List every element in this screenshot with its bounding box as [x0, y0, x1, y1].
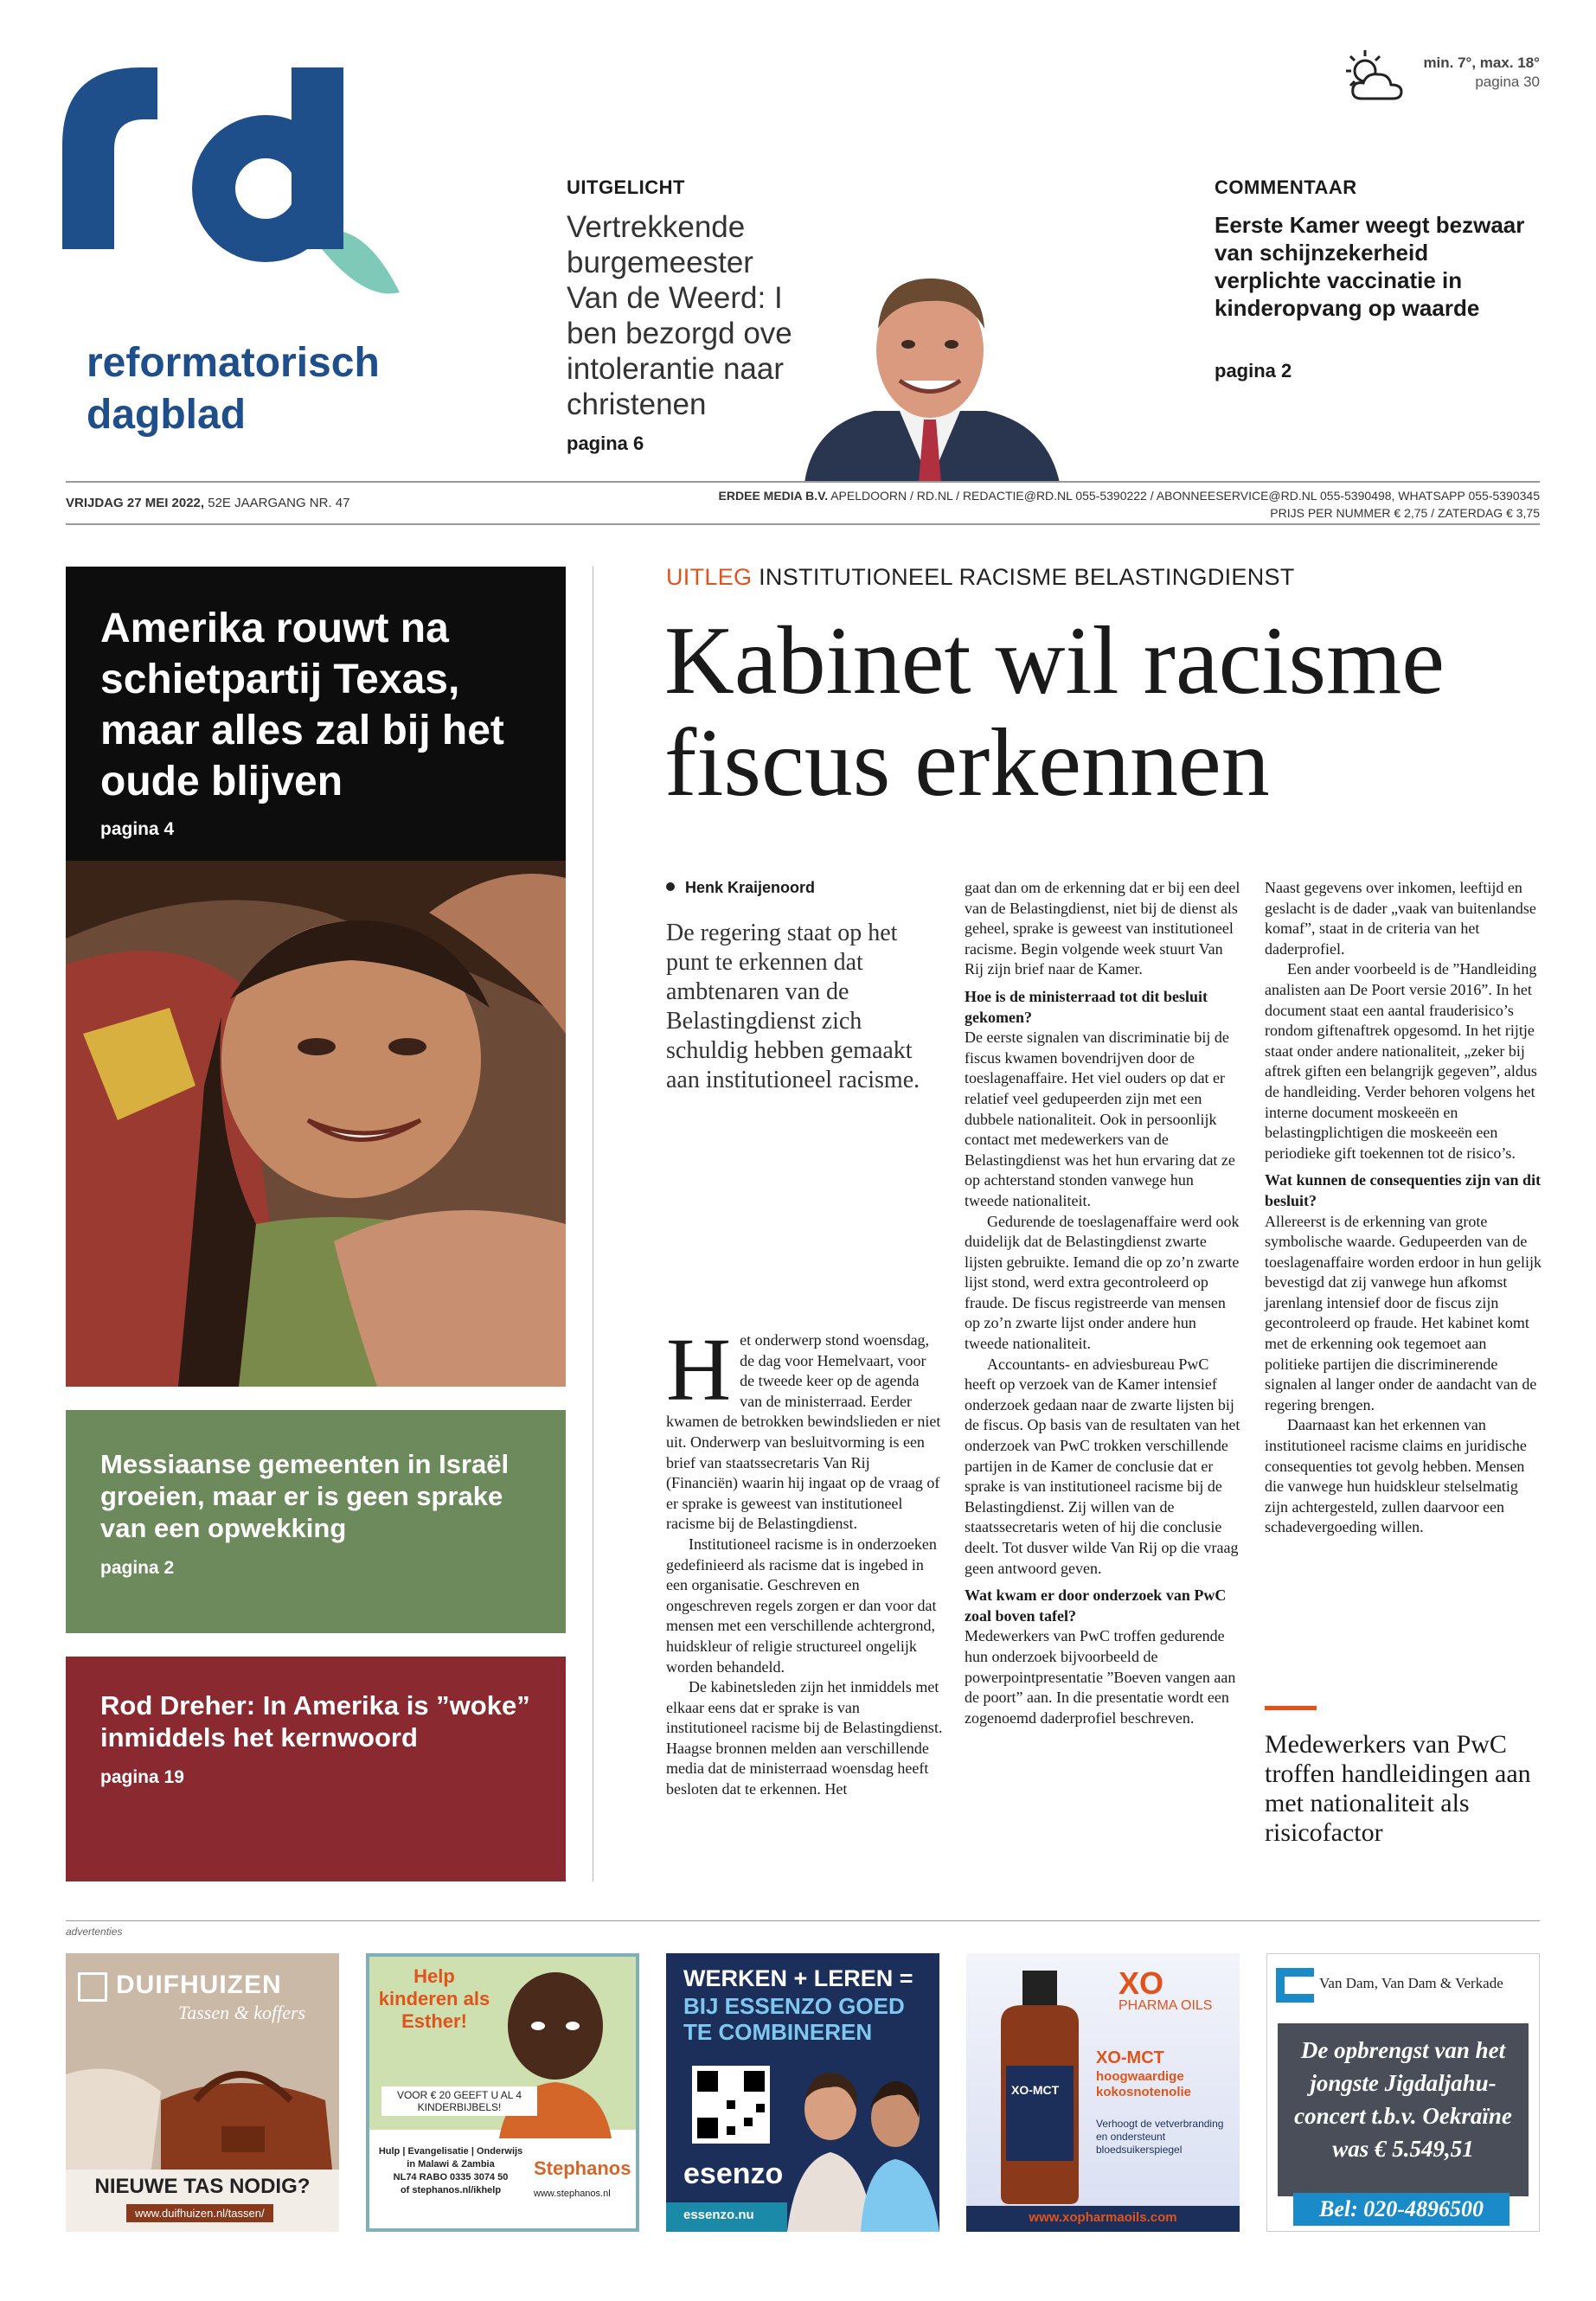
ad1-sub: Tassen & koffers [178, 2002, 306, 2023]
article-headline: Kabinet wil racisme fiscus erkennen [664, 607, 1445, 817]
dateline-divider [66, 523, 1540, 525]
lead-teaser-title: Amerika rouwt na schietpartij Texas, maar alles zal bij het oude blijven [100, 606, 504, 804]
article-kicker [666, 564, 1295, 591]
col3-paragraph-1: Naast gegevens over inkomen, leeftijd en geslacht is de dader „vaak van buitenlandse komaf”, staat in de criteria van het daderprofiel. [1265, 879, 1536, 958]
lead-teaser-page: pagina 4 [100, 819, 175, 839]
qr-code-icon[interactable] [692, 2066, 770, 2144]
dropcap: H [666, 1320, 732, 1420]
weather-info [1423, 54, 1540, 92]
publisher-name: ERDEE MEDIA B.V. [718, 489, 829, 503]
ad2-brand: Stephanos [534, 2157, 631, 2179]
col1-paragraph-2: Institutioneel racisme is in onderzoeken gedefinieerd als racisme dat is ingebed in een organisatie. Geschreven en ongeschreven regels zorgen er dan voor dat mensen met een verschillende achtergrond, huidskleur of religie structureel ongelijk worden behandeld. [666, 1535, 937, 1676]
messianic-teaser-box[interactable] [66, 1410, 566, 1633]
ad2-col2: Evangelisatie [407, 2146, 469, 2157]
uitgelicht-heading: UITGELICHT [567, 176, 685, 198]
uitgelicht-title[interactable]: Vertrekkende burgemeester Van de Weerd: I ben bezorgd ove intolerantie naar christenen [567, 210, 792, 421]
article-intro: De regering staat op het punt te erkennen dat ambtenaren van de Belastingdienst zich schuldig hebben gemaakt aan institutioneel racisme. [666, 920, 920, 1093]
dreher-teaser-title: Rod Dreher: In Amerika is ”woke” inmiddels het kernwoord [100, 1690, 530, 1753]
col1-paragraph-3: De kabinetsleden zijn het inmiddels met elkaar eens dat er sprake is van institutioneel racisme bij de Belastingdienst. Haagse bronnen melden aan verschillende media dat de ministerraad woensdag heeft besloten dat te erkennen. Het [666, 1678, 943, 1798]
col2-paragraph-2: De eerste signalen van discriminatie bij de fiscus kwamen bovendrijven door de toeslagenaffaire. Het viel ouders op dat er relatief veel gedupeerden zijn met een dubbele nationaliteit. Ook in persoonlijk contact met medewerkers van de Belastingdienst was het hun ervaring dat ze op achterstand stonden vanwege hun tweede nationaliteit. [965, 1029, 1235, 1209]
rd-logo [62, 67, 408, 318]
ad-essenzo[interactable] [666, 1953, 939, 2232]
ad2-col1: Hulp [378, 2146, 401, 2157]
col2-paragraph-1: gaat dan om de erkenning dat er bij een deel van de Belastingdienst, niet bij de dienst als geheel, sprake is geweest van institutioneel racisme. Begin volgende week stuurt Van Rij zijn brief naar de Kamer. [965, 879, 1240, 978]
messianic-teaser-title: Messiaanse gemeenten in Israël groeien, maar er is geen sprake van een opwekking [100, 1449, 510, 1543]
mayor-portrait [796, 260, 1064, 483]
commentaar-heading: COMMENTAAR [1215, 176, 1357, 198]
col1-paragraph-1: et onderwerp stond woensdag, de dag voor Hemelvaart, voor de tweede keer op de agenda van de ministerraad. Eerder kwamen de betrokken bewindslieden er niet uit. Onderwerp van besluitvorming is een brief van staatssecretaris Van Rij (Financiën) waarin hij ingaat op de vraag of er sprake is geweest van institutioneel racisme bij de Belastingdienst. [666, 1331, 941, 1533]
logo-line1: reformatorisch [87, 340, 380, 386]
ad2-note: VOOR € 20 GEEFT U AL 4 KINDERBIJBELS! [381, 2086, 537, 2116]
logo-line2: dagblad [87, 392, 247, 438]
logo-wordmark [87, 337, 380, 441]
article-column-2 [965, 878, 1241, 1728]
ad-duifhuizen[interactable] [66, 1953, 339, 2232]
article-byline: Henk Kraijenoord [666, 879, 815, 897]
ad2-title: Help kinderen als Esther! [378, 1965, 490, 2032]
weather-page: pagina 30 [1475, 74, 1540, 90]
dateline [66, 496, 349, 510]
ad4-desc: hoogwaardige kokosnotenolie [1096, 2069, 1192, 2099]
partly-cloudy-icon [1339, 48, 1407, 104]
col3-paragraph-3: Allereerst is de erkenning van grote symbolische waarde. Gedupeerden van de toeslagenaffaire worden erdoor in hun gelijk bevestigd dat zij vanwege hun afkomst jarenlang intensief door de fiscus zijn gecontroleerd op fraude. Het kabinet komt met de erkenning ook tegemoet aan politieke partijen die discriminerende signalen al langer onder de aandacht van de regering brengen. [1265, 1212, 1542, 1413]
question-heading-2: Wat kwam er door onderzoek van PwC zoal boven tafel? [965, 1586, 1227, 1625]
ads-label: advertenties [66, 1926, 123, 1938]
issue-date: VRIJDAG 27 MEI 2022, [66, 496, 205, 510]
lead-teaser-box[interactable] [66, 567, 566, 861]
duifhuizen-logo-icon [78, 1972, 107, 2002]
col2-paragraph-4: Accountants- en adviesbureau PwC heeft op verzoek van de Kamer intensief onderzoek gedaan naar de zwarte lijsten bij de fiscus. Op basis van de resultaten van het onderzoek van PwC trokken verschillende partijen in de Kamer de conclusie dat er sprake is van institutioneel racisme bij de Belastingdienst. Zij willen van de staatssecretaris weten of hij die conclusie deelt. Tot dusver wilde Van Rij op die vraag geen antwoord geven. [965, 1355, 1240, 1577]
kicker-label: UITLEG [666, 564, 753, 590]
ad2-region: in Malawi & Zambia [407, 2159, 495, 2170]
commentaar-text[interactable]: Eerste Kamer weegt bezwaar van schijnzekerheid verplichte vaccinatie in kinderopvang op waarde [1215, 212, 1525, 321]
col2-paragraph-5: Medewerkers van PwC troffen gedurende hun onderzoek bijvoorbeeld de powerpointpresentatie ”Boeven vangen aan de poort” aan. In die presentatie wordt een zogenoemd daderprofiel beschreven. [965, 1627, 1236, 1727]
ad5-text: De opbrengst van het jongste Jigdaljahu-concert t.b.v. Oekraïne was € 5.549,51 [1278, 2023, 1529, 2196]
col3-paragraph-4: Daarnaast kan het erkennen van institutioneel racisme claims en juridische consequenties tot gevolg hebben. Mensen die vanwege hun huidskleur stelselmatig zijn achtergesteld, zullen daarvoor een schadevergoeding willen. [1265, 1416, 1527, 1536]
van-dam-logo-icon [1276, 1968, 1314, 2003]
ad4-product: XO-MCT [1096, 2048, 1164, 2067]
ad4-benefit: Verhoogt de vetverbranding en ondersteunt bloedsuikerspiegel [1096, 2118, 1224, 2156]
ad3-sub: BIJ ESSENZO GOED TE COMBINEREN [683, 1993, 905, 2045]
question-heading-3: Wat kunnen de consequenties zijn van dit besluit? [1265, 1171, 1542, 1209]
ad5-phone[interactable]: Bel: 020-4896500 [1293, 2193, 1509, 2226]
col2-paragraph-3: Gedurende de toeslagenaffaire werd ook duidelijk dat de Belastingdienst zwarte lijsten gebruikte. Iemand die op zo’n zwarte lijst stond, werd extra gecontroleerd op fraude. De fiscus registreerde van mensen op zo’n zwarte lijst onder andere hun tweede nationaliteit. [965, 1212, 1240, 1353]
ad2-iban: NL74 RABO 0335 3074 50 [393, 2172, 509, 2182]
pull-quote-accent [1265, 1706, 1317, 1710]
publisher-contact [719, 487, 1540, 522]
ad4-brand2: PHARMA OILS [1118, 1998, 1213, 2013]
ad3-title: WERKEN + LEREN = [683, 1965, 913, 1991]
masthead-divider [66, 481, 1540, 483]
ad-van-dam[interactable] [1266, 1953, 1540, 2232]
article-column-3 [1265, 878, 1543, 1538]
ad2-url[interactable]: of stephanos.nl/ikhelp [400, 2185, 502, 2195]
weather-temperature: min. 7°, max. 18° [1423, 54, 1540, 71]
dreher-teaser-box[interactable] [66, 1657, 566, 1881]
dreher-teaser-page: pagina 19 [100, 1767, 184, 1787]
students-illustration [779, 2057, 939, 2232]
pull-quote: Medewerkers van PwC troffen handleidingen aan met nationaliteit als risicofactor [1265, 1730, 1531, 1847]
col3-paragraph-2: Een ander voorbeeld is de ”Handleiding analisten aan De Poort versie 2016”. In het document staat een aantal frauderisico’s rondom giftenaftrek opgesomd. In het rijtje staat onder andere nationaliteit, „zeker bij aftrek giften een belangrijk gegeven”, aldus de handleiding. Verder behoren volgens het interne document moskeeën en belastingplichtigen die moskeeën een periodieke gift toekennen tot de risico’s. [1265, 960, 1537, 1162]
ad-stephanos[interactable]: Help kinderen als Esther! VOOR € 20 GEEFT U AL 4 KINDERBIJBELS! Hulp | Evangelisatie | Onderwijs in Malawi & Zambia NL74 RABO 0335 3074 50 of stephanos.nl/ikhelp Stephanos www.stephanos.nl [366, 1953, 639, 2232]
ad2-brand-url[interactable]: www.stephanos.nl [534, 2189, 611, 2199]
price-line: PRIJS PER NUMMER € 2,75 / ZATERDAG € 3,75 [1270, 506, 1540, 520]
kicker-topic: INSTITUTIONEEL RACISME BELASTINGDIENST [752, 564, 1295, 590]
question-heading-1: Hoe is de ministerraad tot dit besluit gekomen? [965, 987, 1208, 1026]
ad5-firm: Van Dam, Van Dam & Verkade [1319, 1975, 1503, 1991]
ad2-col3: Onderwijs [477, 2146, 523, 2157]
ad1-cta: NIEUWE TAS NODIG? [94, 2175, 311, 2198]
ads-divider [66, 1920, 1540, 1921]
ad4-url[interactable]: www.xopharmaoils.com [1029, 2210, 1177, 2225]
ad-xo-pharma[interactable] [966, 1953, 1240, 2232]
ad4-brand1: XO [1118, 1965, 1164, 2001]
contact-line: APELDOORN / RD.NL / REDACTIE@RD.NL 055-5390222 / ABONNEESERVICE@RD.NL 055-5390498, WHATSAPP 055-5390345 [828, 489, 1540, 503]
texas-mourning-photo [66, 861, 566, 1387]
messianic-teaser-page: pagina 2 [100, 1558, 175, 1578]
article-column-1 [666, 1320, 943, 1800]
ad3-url[interactable]: essenzo.nu [683, 2208, 754, 2222]
ad1-brand: DUIFHUIZEN [116, 1971, 282, 1999]
ad1-url[interactable]: www.duifhuizen.nl/tassen/ [126, 2204, 273, 2222]
commentaar-page-ref[interactable]: pagina 2 [1215, 360, 1292, 381]
uitgelicht-page-ref[interactable]: pagina 6 [567, 433, 644, 454]
ad4-label: XO-MCT [1011, 2083, 1060, 2097]
ad3-brand: esenzo [683, 2157, 784, 2190]
issue-edition: 52E JAARGANG NR. 47 [204, 496, 350, 510]
